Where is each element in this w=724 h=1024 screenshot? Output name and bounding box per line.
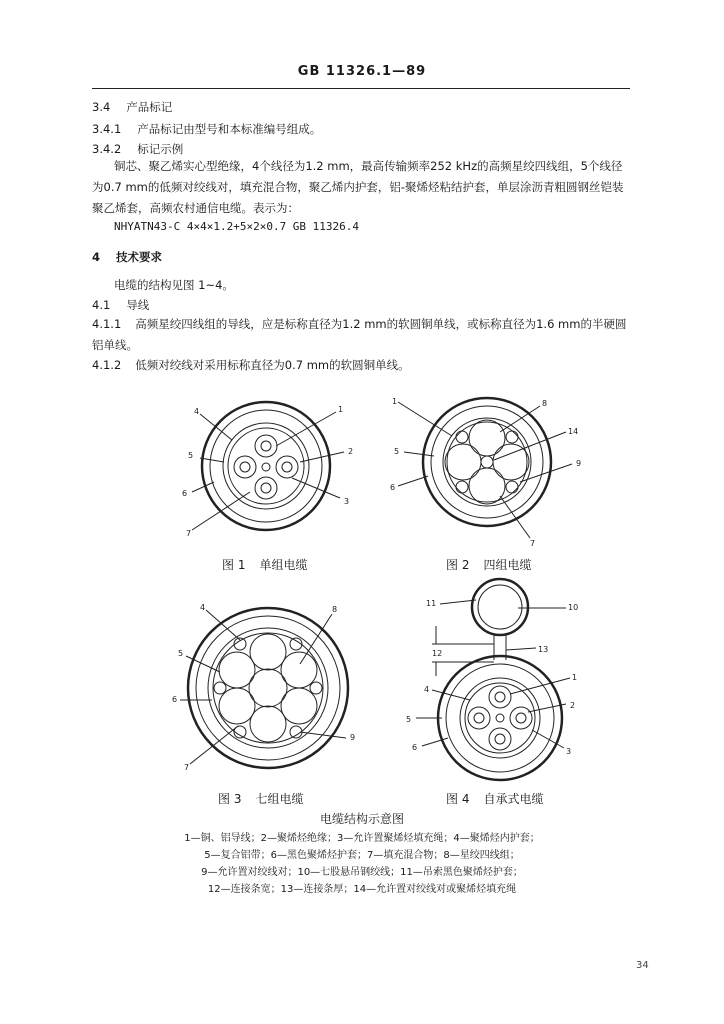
- section-title: 产品标记由型号和本标准编号组成。: [137, 122, 322, 136]
- figure-number: 图 3: [218, 792, 242, 806]
- structure-intro: 电缆的结构见图 1~4。: [114, 278, 234, 292]
- figure-2-label: 8: [542, 399, 548, 408]
- figure-1-label: 2: [348, 447, 354, 456]
- page-number: 34: [636, 960, 649, 971]
- figure-4-self-supporting-cable: [416, 579, 570, 780]
- section-number: 4.1.2: [92, 358, 122, 372]
- figure-2-label: 9: [576, 459, 582, 468]
- figure-1-labels: [182, 405, 353, 538]
- figure-number: 图 1: [222, 558, 246, 572]
- figure-number: 图 2: [446, 558, 470, 572]
- example-marking: NHYATN43-C 4×4×1.2+5×2×0.7 GB 11326.4: [114, 220, 360, 233]
- figure-title: 四组电缆: [483, 558, 532, 572]
- section-title: 产品标记: [126, 100, 173, 114]
- header-standard-no: GB 11326.1—89: [297, 64, 427, 79]
- figure-3-label: 6: [172, 695, 178, 704]
- figure-4-label: 5: [406, 715, 412, 724]
- section-text: 高频星绞四线组的导线，应是标称直径为1.2 mm的软圆铜单线，或标称直径为1.6 mm的半硬圆铝单线。: [92, 317, 627, 352]
- figure-1-label: 7: [186, 529, 192, 538]
- legend-line: 5—复合铝带；6—黑色聚烯烃护套；7—填充混合物；8—星绞四线组；: [204, 850, 520, 861]
- figure-3-label: 9: [350, 733, 356, 742]
- figure-4-label: 6: [412, 743, 418, 752]
- figure-4-label: 3: [566, 747, 572, 756]
- figure-2-label: 1: [392, 397, 398, 406]
- figure-3-label: 7: [184, 763, 190, 772]
- figure-2-label: 6: [390, 483, 396, 492]
- section-number: 3.4.1: [92, 122, 122, 136]
- figure-3-label: 8: [332, 605, 338, 614]
- figure-1-single-group-cable: [192, 402, 344, 530]
- example-description: 铜芯、聚乙烯实心型绝缘，4个线径为1.2 mm，最高传输频率252 kHz的高频星绞四线组，5个线径为0.7 mm的低频对绞线对，填充混合物，聚乙烯内护套，铝-聚烯烃粘结护套，单层涂沥青粗圆钢丝铠装聚乙烯套，高频农村通信电缆。表示为：: [92, 159, 624, 215]
- figure-2-label: 14: [568, 427, 579, 436]
- figure-4-label: 12: [432, 649, 443, 658]
- legend-line: 1—铜、铝导线；2—聚烯烃绝缘；3—允许置聚烯烃填充绳；4—聚烯烃内护套；: [184, 833, 540, 844]
- figure-4-caption: [446, 790, 543, 807]
- figure-1-label: 5: [188, 451, 194, 460]
- figure-2-label: 7: [530, 539, 536, 548]
- section-number: 4: [92, 250, 101, 264]
- figure-1-label: 6: [182, 489, 188, 498]
- figure-1-label: 1: [338, 405, 344, 414]
- figure-2-four-group-cable: [398, 398, 572, 538]
- section-text: 低频对绞线对采用标称直径为0.7 mm的软圆铜单线。: [135, 358, 410, 372]
- section-title: 技术要求: [116, 250, 163, 264]
- figure-3-seven-group-cable: [180, 608, 348, 768]
- figure-4-label: 11: [426, 599, 437, 608]
- figure-number: 图 4: [446, 792, 470, 806]
- figure-2-caption: [446, 556, 531, 573]
- figure-3-label: 4: [200, 603, 206, 612]
- quad-group: [234, 435, 298, 499]
- figure-4-label: 1: [572, 673, 578, 682]
- figure-4-label: 13: [538, 645, 549, 654]
- figure-1-label: 3: [344, 497, 350, 506]
- figure-title: 单组电缆: [259, 558, 308, 572]
- figure-4-label: 10: [568, 603, 579, 612]
- section-title: 标记示例: [137, 142, 184, 156]
- section-number: 3.4.2: [92, 142, 122, 156]
- figure-1-caption: [222, 556, 307, 573]
- section-number: 3.4: [92, 100, 111, 114]
- figure-3-label: 5: [178, 649, 184, 658]
- figure-4-label: 4: [424, 685, 430, 694]
- figure-1-label: 4: [194, 407, 200, 416]
- section-number: 4.1.1: [92, 317, 122, 331]
- figure-2-label: 5: [394, 447, 400, 456]
- figure-3-caption: [218, 790, 303, 807]
- section-number: 4.1: [92, 298, 111, 312]
- legend-line: 9—允许置对绞线对；10—七股悬吊钢绞线；11—吊索黑色聚烯烃护套；: [201, 867, 523, 878]
- figure-title: 自承式电缆: [483, 792, 544, 806]
- figure-4-label: 2: [570, 701, 576, 710]
- figure-title: 七组电缆: [255, 792, 304, 806]
- legend-line: 12—连接条宽；13—连接条厚；14—允许置对绞线对或聚烯烃填充绳: [207, 884, 517, 895]
- legend-title: 电缆结构示意图: [319, 812, 404, 826]
- section-title: 导线: [126, 298, 150, 312]
